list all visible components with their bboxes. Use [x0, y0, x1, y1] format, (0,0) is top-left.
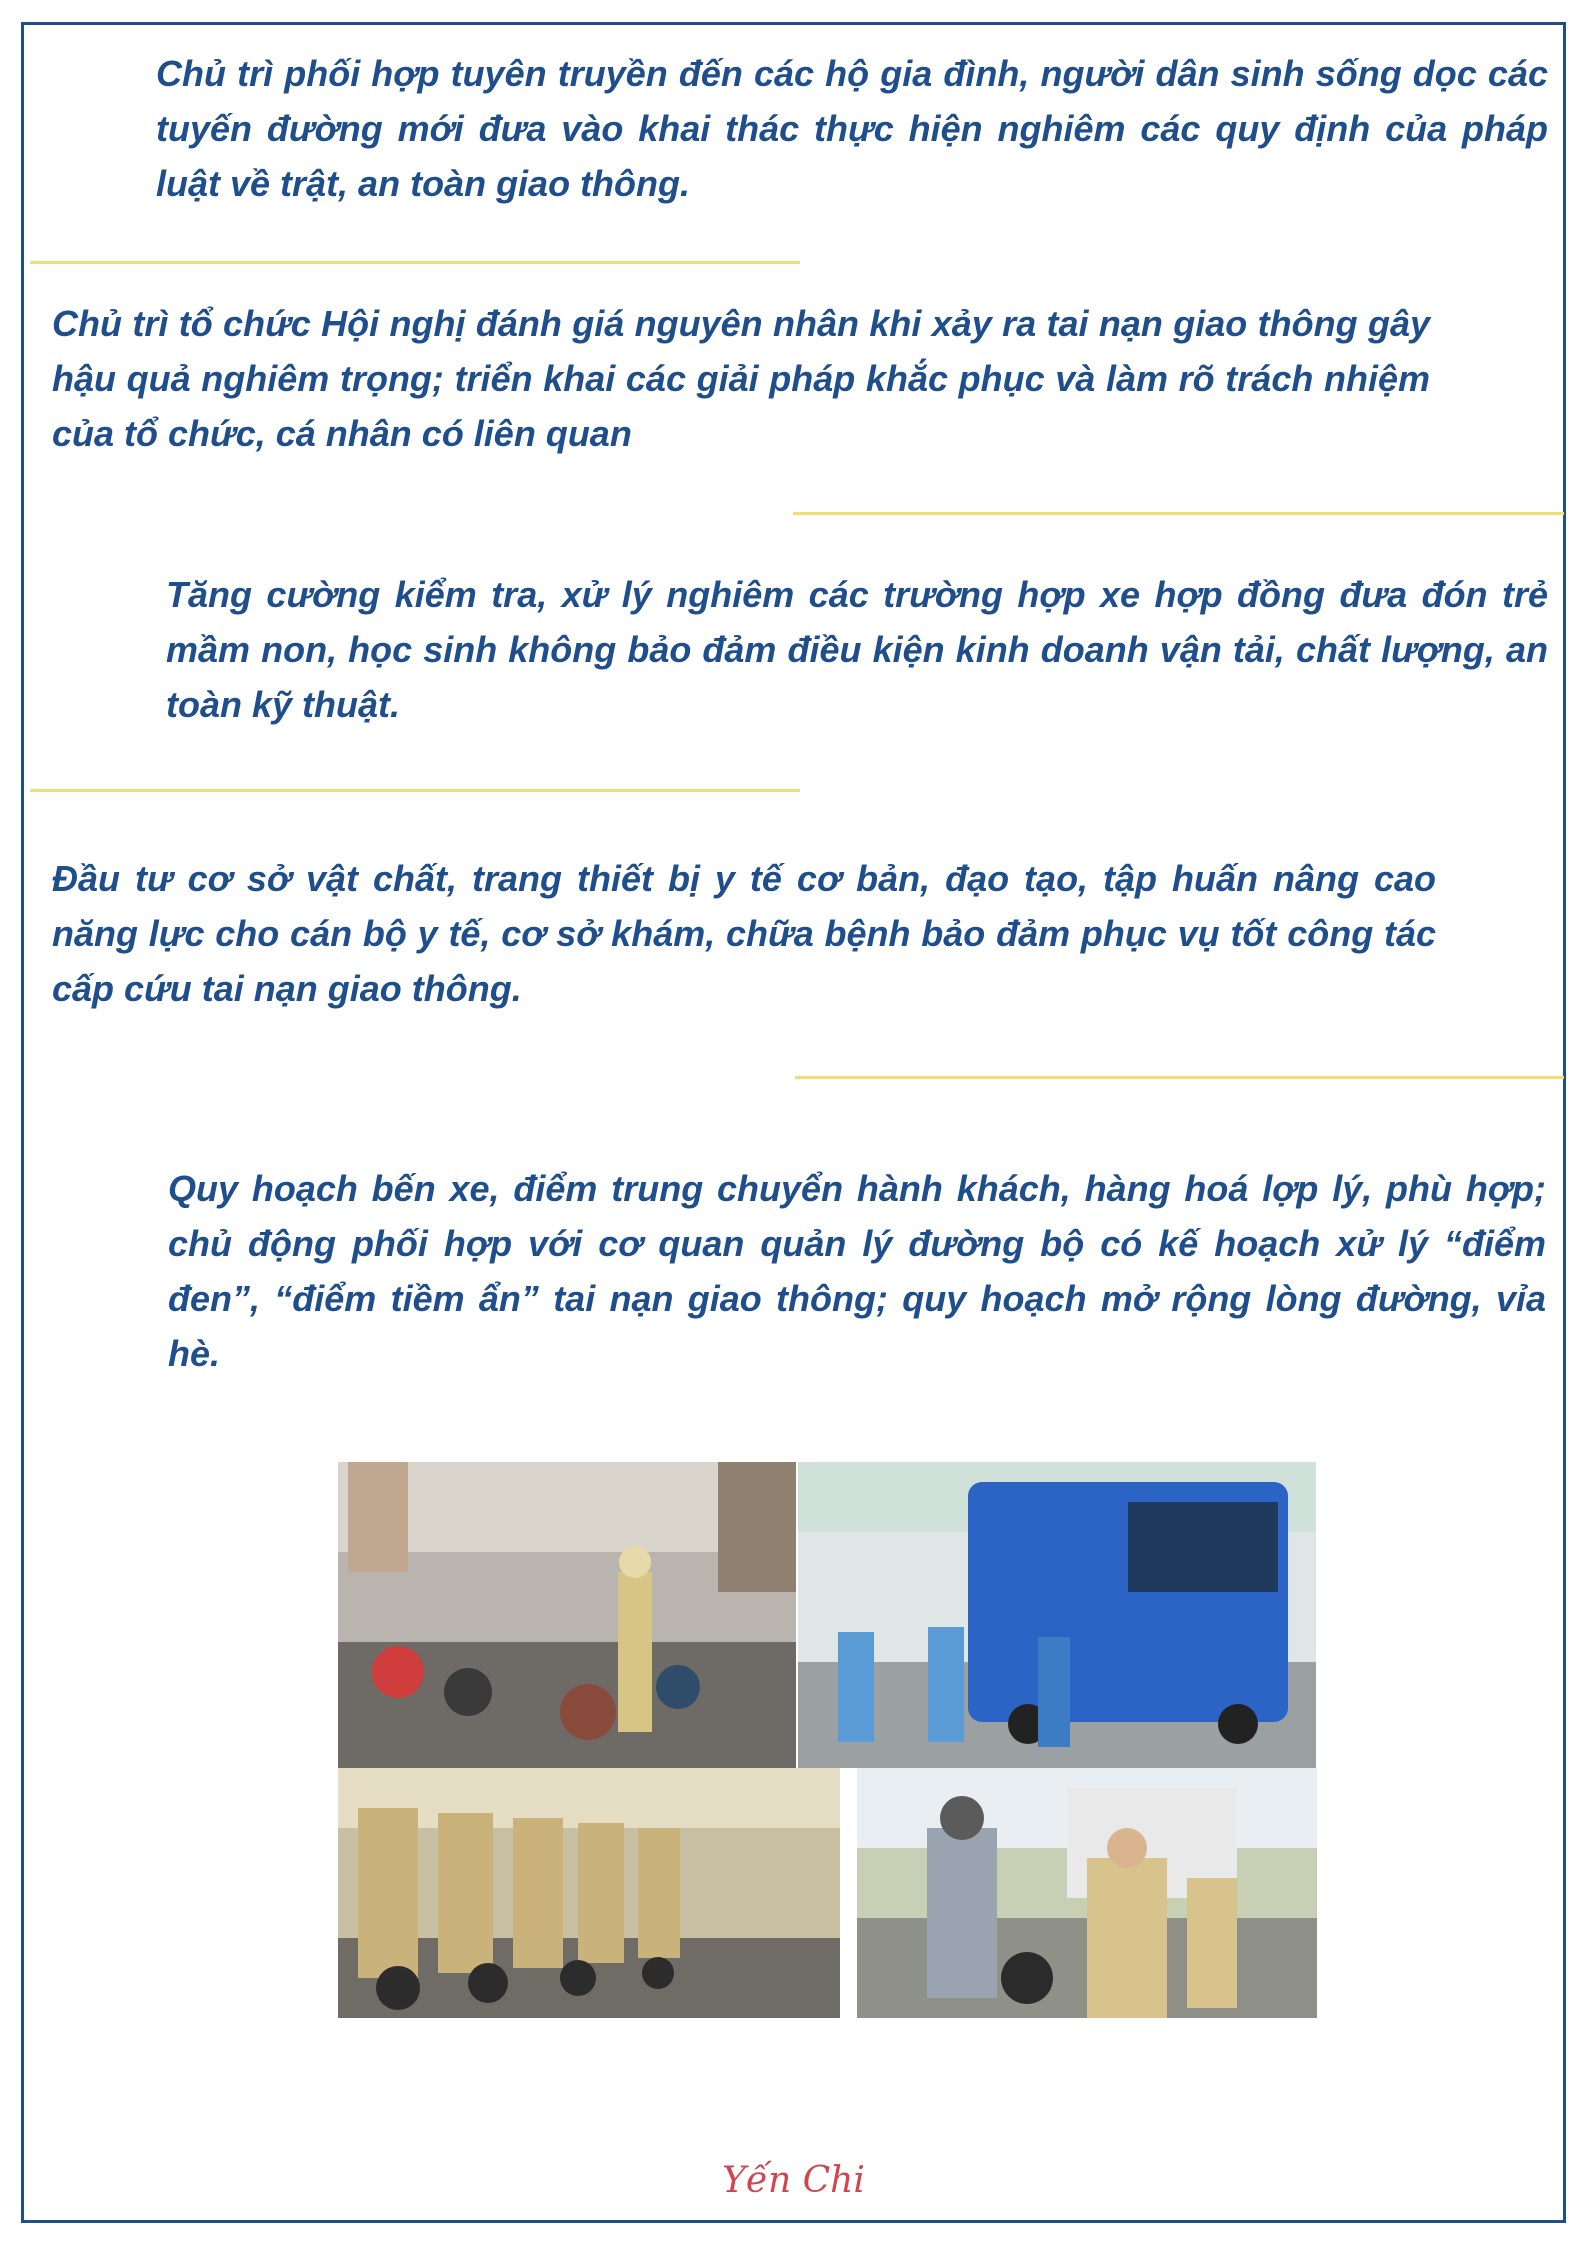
divider-1	[30, 261, 800, 264]
paragraph-5: Quy hoạch bến xe, điểm trung chuyển hành khách, hàng hoá lợp lý, phù hợp; chủ động phối hợp với cơ quan quản lý đường bộ có kế hoạch xử lý “điểm đen”, “điểm tiềm ẩn” tai nạn giao thông; quy hoạch mở rộng lòng đường, vỉa hè.	[168, 1168, 1546, 1374]
photo-bus-inspection	[798, 1462, 1316, 1768]
paragraph-1: Chủ trì phối hợp tuyên truyền đến các hộ gia đình, người dân sinh sống dọc các tuyến đường mới đưa vào khai thác thực hiện nghiêm các quy định của pháp luật về trật, an toàn giao thông.	[156, 53, 1548, 204]
paragraph-4: Đầu tư cơ sở vật chất, trang thiết bị y tế cơ bản, đạo tạo, tập huấn nâng cao năng lực cho cán bộ y tế, cơ sở khám, chữa bệnh bảo đảm phục vụ tốt công tác cấp cứu tai nạn giao thông.	[52, 858, 1436, 1009]
photo-traffic-police-intersection	[338, 1462, 796, 1768]
divider-3	[30, 789, 800, 792]
photo-police-checking-documents	[857, 1768, 1317, 2018]
divider-4	[795, 1076, 1564, 1079]
author-signature: Yến Chi	[722, 2160, 865, 2201]
divider-2	[793, 512, 1564, 515]
paragraph-3: Tăng cường kiểm tra, xử lý nghiêm các trường hợp xe hợp đồng đưa đón trẻ mầm non, học sinh không bảo đảm điều kiện kinh doanh vận tải, chất lượng, an toàn kỹ thuật.	[166, 574, 1548, 725]
paragraph-2: Chủ trì tổ chức Hội nghị đánh giá nguyên nhân khi xảy ra tai nạn giao thông gây hậu quả nghiêm trọng; triển khai các giải pháp khắc phục và làm rõ trách nhiệm của tổ chức, cá nhân có liên quan	[52, 303, 1430, 454]
photo-police-motorcycle-parade	[338, 1768, 840, 2018]
